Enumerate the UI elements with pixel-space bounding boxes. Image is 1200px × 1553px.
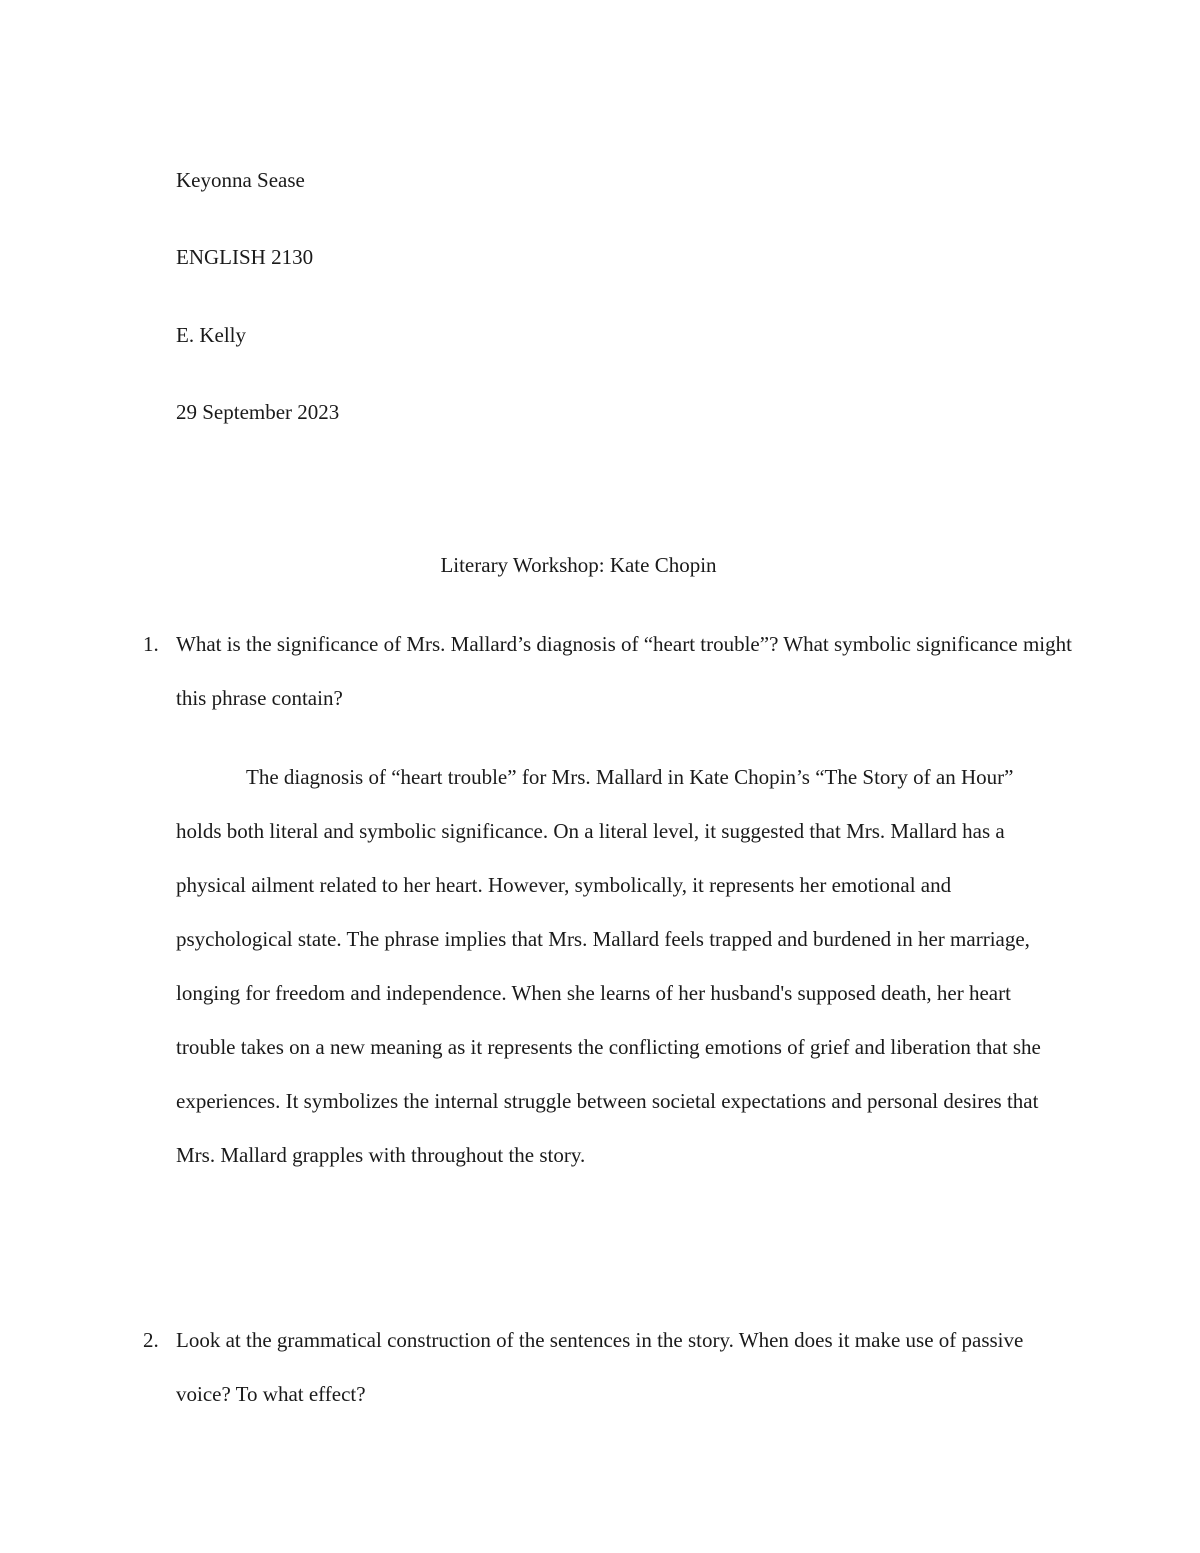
question-1-answer: The diagnosis of “heart trouble” for Mrs. Mallard in Kate Chopin’s “The Story of an Hour” holds both literal and symbolic significance. On a literal level, it suggested that Mrs. Mallard has a physical ailment related to her heart. However, symbolically, it represents her emotional and psychological state. The phrase implies that Mrs. Mallard feels trapped and burdened in her marriage, longing for freedom and independence. When she learns of her husband's supposed death, her heart trouble takes on a new meaning as it represents the conflicting emotions of grief and liberation that she experiences. It symbolizes the internal struggle between societal expectations and personal desires that Mrs. Mallard grapples with throughout the story. (176, 765, 1041, 1167)
question-2-text: Look at the grammatical construction of the sentences in the story. When does it make use of passive voice? To what effect? (176, 1328, 1024, 1406)
instructor-name: E. Kelly (176, 323, 246, 347)
course-name: ENGLISH 2130 (176, 245, 314, 269)
question-1-number: 1. (143, 632, 159, 656)
student-name: Keyonna Sease (176, 168, 305, 192)
question-1-text: What is the significance of Mrs. Mallard’s diagnosis of “heart trouble”? What symbolic significance might this phrase contain? (176, 632, 1072, 710)
document-date: 29 September 2023 (176, 400, 340, 424)
question-2-number: 2. (143, 1328, 159, 1352)
document-title: Literary Workshop: Kate Chopin (440, 553, 717, 577)
